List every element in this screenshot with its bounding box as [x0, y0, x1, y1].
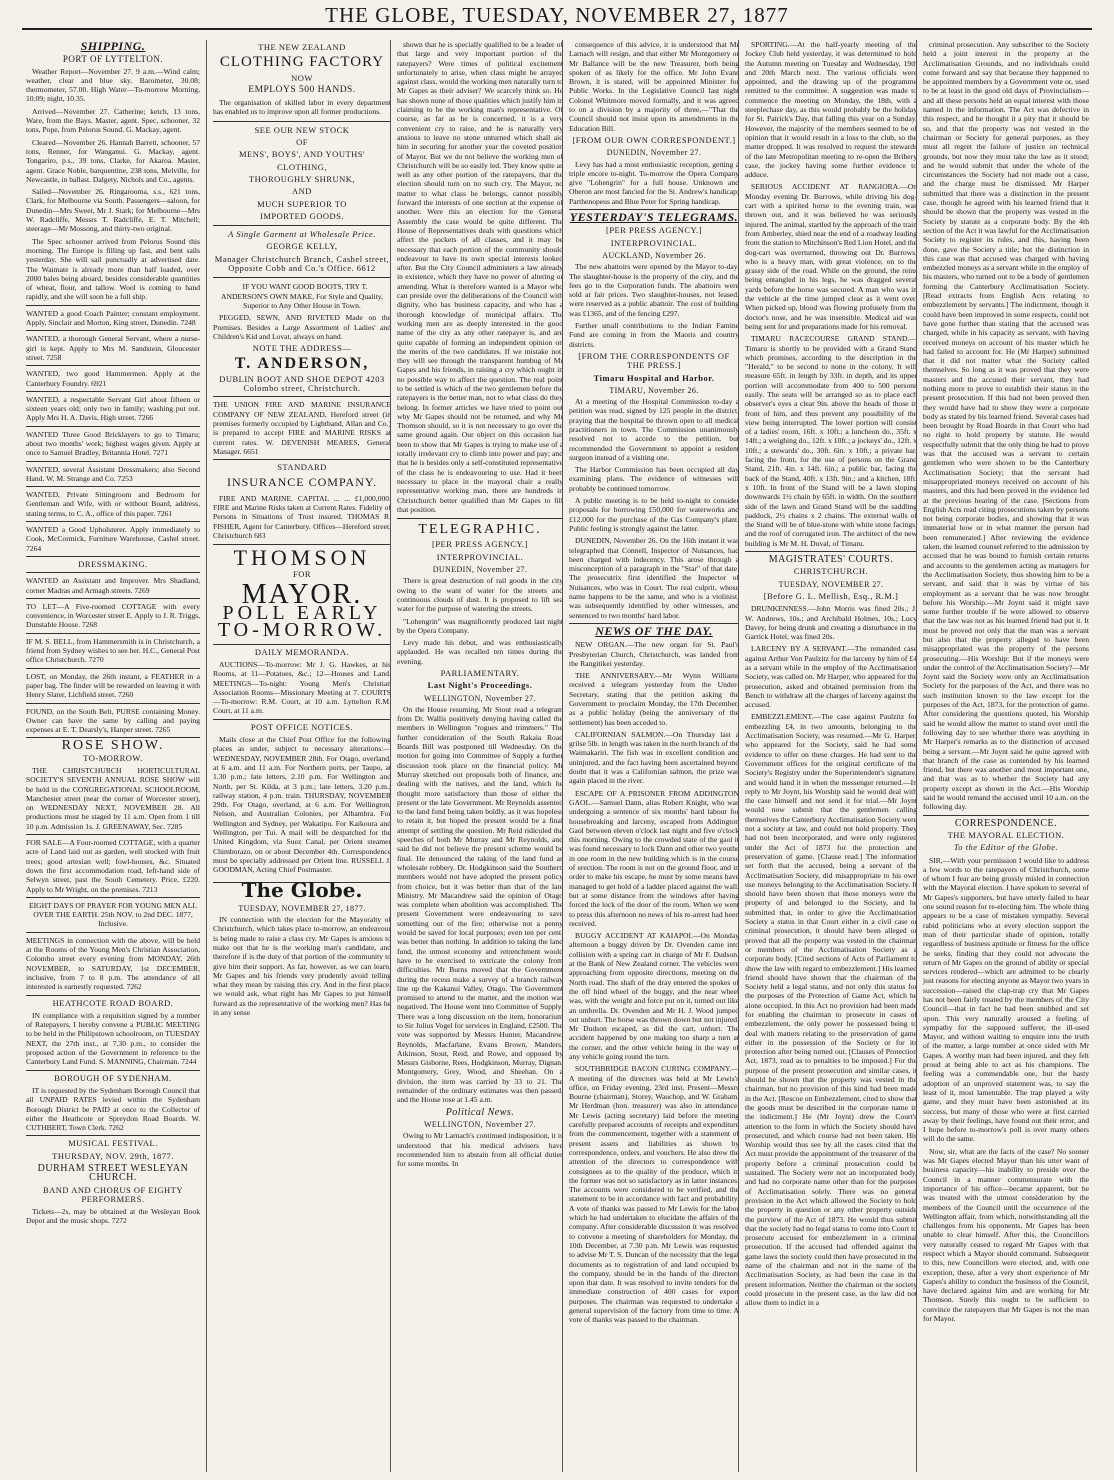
- classified-ad: EIGHT DAYS OF PRAYER FOR YOUNG MEN ALL OVER THE EARTH. 25th NOV. to 2nd DEC. 1877, Inclusive.: [26, 897, 200, 929]
- telegraphic-heading: TELEGRAPHIC.: [418, 522, 542, 538]
- rose-show-title: ROSE SHOW.: [26, 737, 200, 750]
- correspondence-heading: CORRESPONDENCE.: [923, 815, 1089, 828]
- dressmaking-heading: DRESSMAKING.: [26, 556, 200, 569]
- court-para: EMBEZZLEMENT.—The case against Paulzitz for embezzling £4, in two amounts, belonging to the Acclimatisation Society, was resumed.—Mr G. Harper, who appeared for the Society, said he had some evidence to offer on these charges. He had sent to the Government offices for the original certificate of the Society's Registry under the Superintendent's signature, and would hand it in when the messenger returned.—In reply to Mr Joynt, his Worship said he would deal with the case himself and not send it for trial.—Mr Joynt would now submit that the gentlemen calling themselves the Canterbury Acclimatisation Society were not a society at law, and could not hold property. They had not been incorporated, and were only registered under the Act of 1873 for the protection and preservation of game. [Clause read.] The information set forth that the accused, being a servant of the Acclimatisation Society, did misappropriate to his own use moneys belonging to the Acclimatisation Society. It should have been shown that these moneys were the property of and belonged to the Society, and he submitted that, in order to give the Acclimatisation Society a status in that Court either in a civil case or criminal prosecution, it should have been alleged or proved that all the property was vested in the chairman or members of the Acclimatisation Society as a corporate body. [Cited sections of Acts of Parliament to show the law with regard to embezzlement.] His learned friend should have shown that the chairman of the Society held a legal status, and not only this status for the purposes of the Protection of Game Act, which he alone occupied. In this Act no provision had been made for enabling the chairman to prosecute in cases of embezzlement, the only power he possessed being to deal with matters relating to the preservation of game either in the possession of the Society or for its protection after being turned out. [Clauses of Protection Act, 1873, read as to penalties to be imposed.] For the purpose of the present prosecution and similar cases, it should be shown that the property was vested in the chairman, but no provision of this kind had been made in the Act. [Rescoe on Embezzlement, cited to show that the goods must be described in the corporate name in the indictment.] He (Mr Joynt) drew the Court's attention to the form in which the Society should have prosecuted, and which course had not been taken. His Worship would thus see by all the cases cited that the Act must provide the appointment of the treasurer of the property before a criminal prosecution could be sustained. The Society were not an incorporated body, and had no corporate name other than for the purposes of Acclimatisation solely. There was no general provision in the Act which allowed the Society to hold the property in question or any other property outside the purview of the Act of 1873. He would thus submit that the society had no legal status to come into Court to prosecute accused for embezzlement in a criminal prosecution. If the accused had offended against the game laws the society could then have prosecuted in the name of the chairman and not in the name of the Acclimatisation Society, as had been the case in the present information. Neither the chairman or the society could prosecute in the present case, as the law did not allow them to indict in a: [745, 712, 917, 1308]
- timaru-para: At a meeting of the Hospital Commission to-day a petition was read, signed by 125 people in the district, praying that the hospital be thrown open to all medical practitioners in town. The Commission unanimously resolved not to accede to the petition, but recommended the Government to appoint a resident surgeon instead of a visiting one.: [569, 397, 739, 462]
- dateline: DUNEDIN, November 27.: [432, 565, 528, 575]
- heathcote-body: IN compliance with a requisition signed by a number of Ratepayers, I hereby convene a PUBLIC MEETING to be held in the Philipstown schoolroom, on TUESDAY NEXT, the 27th inst., at 7.30 p.m., to consider the proposed action of the Government in reference to the Canterbury Land Fund. S. MANNING, Chairman. 7244: [26, 1010, 200, 1067]
- dateline: WELLINGTON, November 27.: [423, 1119, 537, 1129]
- column-3: [390, 40, 569, 1472]
- to-editor: To the Editor of the Globe.: [953, 842, 1059, 853]
- classified-ad: WANTED Three Good Bricklayers to go to Timaru; about two months' work; highest wages given. Apply at once to Samuel Bradley, Britannia Hotel. 7271: [26, 426, 200, 458]
- christchurch-heading: CHRISTCHURCH.: [793, 566, 869, 577]
- correspondent-para: Levy has had a most enthusiastic reception, getting a triple encore to-night. To-morrow the Opera Company give "Lohengrin" for a full house. Unknown and Oberon are most fancied for the St. Andrew's handicap; Parthenopeus and Blue Peter for Spring handicap.: [569, 159, 739, 206]
- column-6: [916, 40, 1095, 1472]
- news-para: ESCAPE OF A PRISONER FROM ADDINGTON GAOL.—Samuel Dann, alias Robert Knight, who was undergoing a sentence of six months' hard labour for housebreaking and larceny, escaped from Addington Gaol between eleven o'clock last night and five o'clock this morning. Owing to the crowded state of the gaol it was found necessary to lock Dann and other two youths in one room in the new building which is in the course of erection. The room is not on the ground floor, and in order to make his escape, he must by some means have managed to get hold of a ladder placed against the wall, but at some distance from the windows after having forced the lock of the door of the room. When we went to press this afternoon no news of his re-arrest had been received.: [569, 788, 739, 928]
- court-para: criminal prosecution. Any subscriber to the Society held a joint interest in the property at the Acclimatisation Grounds, and no individuals could come forward and say that because they happened to be appointed members by a Government vote or, used to be at least in the good old days of Provincialism—and all these persons held an equal interest with those named in the information. The Act was defective in this respect, and he thought it a pity that it should be so, and that the property was not vested in the chairman or Society for general purposes, as they must all regret the failure of justice on technical grounds, but now they must take the law as it stood; and he would submit that under the whole of the circumstances the Society had not made out a case, and the charge must be dismissed. Mr Harper submitted that there was a distinction in the present case, though he agreed with his learned friend that it should be shown that the property was vested in the Society by statute as a corporate body. By the 4th section of the Act it was lawful for the Acclimatisation Society to register its rules, and this, having been done, gave the Society a title; but the distinction in this case was that accused was charged with having embezzled moneys as a servant while in the employ of his masters, who turned out to be a body of gentlemen forming the Canterbury Acclimatisation Society. [Read extracts from English Acts relating to embezzlement by servants.] The indictment, though it could have been improved in some respects, could not have gone further than stating that the accused was charged, while in his capacity as servant, with having received moneys on account of his master which he had failed to account for. He (Mr Harper) submitted that it did not matter what the Society called themselves. So long as it was proved that they were masters and the accused their servant, they had nothing more to prove to establish their status in the present prosecution. If this had not been proved then they would have had to show they were a corporate body as stated by his learned friend. Several cases had been brought by Road Boards in that Court who had no right to hold property by statute. He would respectfully submit that the only thing he had to prove was that the accused was a servant to certain gentlemen who were shown to be the Canterbury Acclimatisation Society; that the servant had misappropriated moneys received on account of his masters, and this had been proved in the evidence led at the previous hearing of the case. [Sections from English Acts read citing prosecutions taken by persons not being corporate bodies, and showing that it was immaterial how or in what manner the person had been remunerated.] After reviewing the evidence taken, the learned counsel referred to the admission by accused that he was bound to furnish certain returns and accounts to the gentlemen acting as managers for the Acclimatisation Society, thus showing him to be a servant, and said that it was by virtue of his employment as a servant that he was now brought before his Worship.—Mr Joynt said it might save some further trouble if he were allowed to observe that the law was not as his learned friend had put it. It must be proved not only that the man was a servant but also that the property alleged to have been misappropriated was the property of the persons prosecuting.—His Worship: But if the moneys were under the control of the Acclimatisation Society?—Mr Joynt said the Society were only an Acclimatisation Society for the purposes of the Act, and there was no such institution known to the law except for the purposes of the Act, 1873, for the protection of game. After considering the questions quoted, his Worship said he would allow the matter to stand over until the following day to see whether there was anything in Mr Harper's remarks as to the distinction of accused being a servant.—Mr Joynt said he quite agreed with that branch of the case as contended by his learned friend, but there was another and most important one, and that was as to whether the Society had any property except as shown in the Act.—His Worship said he would remand the accused until 10 a.m. on the following day.: [923, 40, 1089, 812]
- divider: [213, 277, 391, 278]
- shipping-para: Sailed—November 26. Ringarooma, s.s., 621 tons, Clark, for Melbourne via South. Passengers—saloon, for Dunedin—Mrs Sweet, Mr J. Stark; for Melbourne—Mrs W. Radcliffe, Messrs T. Radcliffe, E. T. Mitchell; steerage—Mr Mossong, and thirty-two original.: [26, 187, 200, 234]
- news-para: CALIFORNIAN SALMON.—On Thursday last a grilse 5lb. in length was taken in the north branch of the Waimakariri. The fish was in excellent condition and uninjured, and the fact having been ascertained beyond doubt that it was a Californian salmon, the prize was again placed in the river.: [569, 729, 739, 786]
- durham-church: DURHAM STREET WESLEYAN CHURCH.: [37, 1162, 189, 1184]
- boots-intro: IF YOU WANT GOOD BOOTS, TRY T. ANDERSON'S OWN MAKE, For Style and Quality, Superior to Any Other House in Town.: [220, 282, 384, 310]
- telegraph-para: consequence of this advice, it is understood that Mr Larnach will resign, and that either Mr Montgomery or Mr Ballance will be the new Treasurer, both being spoken of as likely for the office. Mr John Evans Brown, it is stated, will be appointed Minister for Public Works. In the Legislative Council last night Colonel Whitmore moved formally, and it was agreed to on a division by a majority of three,—"That the Council should not insist upon its amendments in the Education Bill.: [569, 40, 739, 133]
- news-para: THE ANNIVERSARY.—Mr Wynn Williams received a telegram yesterday from the Under-Secretary, stating that the petition asking the Government to proclaim Monday, the 17th December, as a public holiday (being the anniversary of the settlement) has been acceded to.: [569, 671, 739, 727]
- anderson-name: T. ANDERSON,: [234, 355, 370, 373]
- divider: [213, 121, 391, 122]
- stock-line: MUCH SUPERIOR TO: [257, 198, 347, 209]
- memoranda-heading: DAILY MEMORANDA.: [213, 644, 391, 657]
- classified-ad: MEETINGS in connection with the above, will be held at the Rooms of the Young Men's Christian Association, Colombo street every evening from MONDAY, 26th NOVEMBER, to SATURDAY, 1st DECEMBER, inclusive, from 7 to 8 p.m. The attendance of all interested is earnestly requested. 7262: [26, 932, 200, 992]
- classified-ad: WANTED, a thorough General Servant, where a nurse-girl is kept. Apply to Mrs M. Sandstein, Gloucester street. 7258: [26, 330, 200, 362]
- shipping-para: Weather Report—November 27. 9 a.m.—Wind calm; weather, clear and blue sky. Barometer, 30.08; thermometer, 57.00. High Water—To-morrow Morning, 10.09; night, 10.35.: [26, 66, 200, 104]
- classified-ad: WANTED, several Assistant Dressmakers; also Second Hand. W. M. Strange and Co. 7253: [26, 461, 200, 484]
- sydenham-heading: BOROUGH OF SYDENHAM.: [26, 1070, 200, 1083]
- telegram-para: Further small contributions to the Indian Famine Fund are coming in from the Maoris and country districts.: [569, 321, 739, 349]
- political-heading: Political News.: [445, 1106, 515, 1118]
- classified-ad: FOR SALE—A Four-roomed COTTAGE, with a quarter acre of Land laid out as garden, well stocked with fruit trees; good artesian well; fowl-houses, &c. Situated down the first accommodation road, left-hand side of Selwyn street, past the South Cemetery. Price, £220. Apply to Mr Wright, on the premises. 7213: [26, 834, 200, 894]
- for-label: FOR: [292, 569, 312, 580]
- masthead-rule: [22, 28, 1092, 30]
- musical-heading: MUSICAL FESTIVAL.: [26, 1135, 200, 1148]
- post-office-body: Mails close at the Chief Post Office for the following places as under, subject to necessary alterations:—WEDNESDAY, NOVEMBER 28th. For Otago, overland, at 6 a.m. and 11 a.m. For Northern ports, per Taupo, at 1.30 p.m.; late letters, 2.10 p.m. For Wellington and North, per St. Kilda, at 3 p.m.; late letters, 3.20 p.m.; railway station, 4 p.m. train. THURSDAY, NOVEMBER 29th. For Otago, overland, at 6 a.m. For Wellington, Nelson, and Australian Colonies, per Albambra. For Wellington and Sydney, per Wakatipu. For Kaikoura and Wellington, per Tui. A mail will be despatched for the United Kingdom, via Suez Canal, per Orient steamer Chimborazo, on or about December 4th. Correspondence must be specially addressed per Orient line. RUSSELL J. GOODMAN, Acting Chief Postmaster.: [213, 735, 391, 875]
- band-chorus: BAND AND CHORUS OF EIGHTY PERFORMERS.: [42, 1184, 183, 1204]
- correspondent-label: [FROM OUR OWN CORRESPONDENT.]: [572, 134, 736, 145]
- telegraph-para: There is great destruction of rail goods in the city owing to the want of water for the streets and continuous clouds of dust. It is proposed to lift sea water for the purpose of watering the streets.: [397, 576, 563, 614]
- press-agency: [PER PRESS AGENCY.]: [431, 539, 529, 550]
- letter-para: SIR,—With your permission I would like to address a few words to the ratepayers of Christchurch, some of whom I fear are being grossly misled in connection with the Mayoral election. I have spoken to several of Mr Gapes's supporters, but have utterly failed to hear one sound reason for re-electing him. The whole thing appears to be a case of mistaken sympathy. Several rabid politicians who at every election support the man of their particular shade of opinion, totally regardless of business aptitude or fitness for the office he seeks, finding that they could not advocate the return of Mr Gapes on the ground of ability or special services rendered—which are admitted to be clearly just reasons for electing anyone as Mayor two years in succession—raised the clap-trap cry that Mr Gapes has not been fairly treated by the members of the City Council—that in fact he had been snubbed and set upon. This very naturally aroused a feeling of sympathy for the supposed sufferer, the ill-used Mayor, and without waiting to enquire into the truth of the matter, a large number at once sided with Mr Gapes. A worthy man had been injured, and they felt proud at being able to act as his champions. The feeling was a commendable one, but the hasty adoption of an unproved statement was, to say the least of it, most lamentable. The trap played a wily game, and they must have been astonished at its success, but many of those who were at first carried away by their feelings, have found out their error, and I hope before to-morrow's poll is over many others will do the same.: [923, 855, 1089, 1144]
- masthead: [0, 0, 1114, 34]
- classified-ad: WANTED, Private Sittingroom and Bedroom for Gentleman and Wife, with or without Board, address, stating terms, to C. A., office of this paper. 7261: [26, 486, 200, 518]
- letter-para: Now, sir, what are the facts of the case? No sooner was Mr Gapes elected Mayor than his utter want of business capacity—his inability to preside over the Council in a manner commensurate with the importance of his office—became apparent, but he was treated with the utmost consideration by the members of the Council until the occurrence of the Wellington affair, from which, notwithstanding all the challenges from his opponents, Mr Gapes has been unable to clear himself. After this, the Councillors very naturally ceased to regard Mr Gapes with that respect which a Mayor should command. Subsequent to this, new Councillors were elected, and, with one exception, these, after a very short experience of Mr Gapes's ability to conduct the business of the Council, have declared against him and are working for Mr Thomson. Surely this ought to be sufficient to convince the ratepayers that Mr Gapes is not the man for Mayor.: [923, 1146, 1089, 1324]
- union-insurance: THE UNION FIRE AND MARINE INSURANCE COMPANY OF NEW ZEALAND, Hereford street (in premises formerly occupied by Lightband, Allan and Co.) is prepared to accept FIRE and MARINE RISKS at current rates. W. DEVENISH MEARES, General Manager. 6651: [213, 396, 391, 456]
- clothing-now: NOW: [291, 72, 313, 83]
- timaru-heading: Timaru Hospital and Harbor.: [593, 372, 715, 383]
- stock-line: CLOTHING,: [276, 161, 328, 172]
- classified-ad: WANTED an Assistant and Improver. Mrs Shadland, corner Madras and Armagh streets. 7269: [26, 572, 200, 595]
- thomson-name: THOMSON: [233, 545, 371, 571]
- clothing-the: THE NEW ZEALAND: [258, 42, 346, 52]
- press-correspondents: [FROM THE CORRESPONDENTS OF THE PRESS.]: [578, 350, 730, 371]
- poll-tomorrow: TO-MORROW.: [217, 619, 387, 642]
- telegraph-para: "Lohengrin" was magnificently produced last night by the Opera Company.: [397, 616, 563, 635]
- column-1: [26, 40, 206, 1472]
- shipping-para: The Spec schooner arrived from Pelorus Sound this morning. The Europe is filling up fast, and bent sails yesterday. She will sail punctually at advertised date. The Waimate is already more than half loaded, over 2000 bales being aboard, besides considerable quantities of wheat, flour, and tallow. Wool is coming to hand rapidly, and she will soon be a full ship.: [26, 236, 200, 302]
- editorial-para: IN connection with the election for the Mayoralty of Christchurch, which takes place to-morrow, an endeavour is being made to raise a class cry. Mr Gapes is anxious to make out that he is the working man's candidate, and therefore if is the duty of that portion of the community to give him their support. As far, however, as we can learn, Mr Gapes and his friends very prudently avoid telling what they mean by raising this cry. And in the first place, we would ask, what right has Mr Gapes to put himself forward as the representative of the working men? Has he in any sense: [213, 915, 391, 1018]
- dateline: TIMARU, November 26.: [609, 385, 699, 395]
- column-5: [738, 40, 923, 1472]
- shipping-heading: SHIPPING.: [80, 40, 146, 53]
- parliamentary-sub: Last Night's Proceedings.: [427, 680, 533, 691]
- classified-ad: WANTED a Good Upholsterer. Apply immediately to Cook, McCormick, Furniture Warehouse, Cashel street. 7264: [26, 521, 200, 553]
- classified-ad: WANTED, a respectable Servant Girl about fifteen or sixteen years old; only two in family; washing put out. Apply Mrs H. A. Davis, High street. 7266: [26, 391, 200, 423]
- mayor-label: MAYOR.: [241, 578, 363, 610]
- dateline: AUCKLAND, November 26.: [602, 250, 706, 260]
- post-office-heading: POST OFFICE NOTICES.: [213, 719, 391, 732]
- news-para: BUGGY ACCIDENT AT KAIAPOI.—On Monday afternoon a buggy driven by Dr. Ovenden came into collision with a spring cart in charge of Mr F. Dudson, at the Bank of New Zealand corner. The vehicles were approaching from opposite directions, meeting on the North road. The shaft of the dray entered the spokes of the off hind wheel of the buggy, and the near wheel was, with the weight and force put on it, turned out like an umbrella. Dr. Ovenden and Mr H. J. Wood jumped out unhurt. The horse was thrown down but not injured. Mr Dudson escaped, as did the cart, unhurt. The accident happened by one making too sharp a turn at the corner, and the other vehicle being in the way of any vehicle going round the turn.: [569, 931, 739, 1061]
- stock-line: OF: [296, 137, 308, 148]
- parliamentary-heading: PARLIAMENTARY.: [440, 668, 520, 678]
- boots-note: NOTE THE ADDRESS—: [252, 343, 352, 354]
- interprovincial: INTERPROVINCIAL.: [610, 237, 698, 248]
- timaru-para: The Harbor Commission has been occupied all day examining plans. The evidence of witnesses will probably be continued tomorrow.: [569, 465, 739, 493]
- telegram-para: The new abattoirs were opened by the Mayor to-day. The slaughter-house is the property of the city, and the fees go to the Corporation funds. The abattoirs were sold at fair prices. Two slaughter-houses, not leased, were reserved as a public abattoir. The cost of building was £1365, and of the fencing £297.: [569, 262, 739, 318]
- wholesale-line: A Single Garment at Wholesale Price.: [228, 229, 376, 240]
- globe-date: TUESDAY, NOVEMBER 27, 1877.: [238, 903, 366, 913]
- clothing-factory-title: CLOTHING FACTORY: [219, 54, 385, 71]
- standard-body: FIRE AND MARINE. CAPITAL ... ... £1,000,000. FIRE and Marine Risks taken at Current Rates. Fidelity of Persons in Situations of Trust insured. THOMAS R. FISHER, Agent for Canterbury. Offices—Hereford street, Christchurch 683: [213, 493, 391, 540]
- court-para: DRUNKENNESS.—John Morris was fined 20s.; J. W. Andrews, 10s.; and Archibald Holmes, 10s.; Lucy Davey, for being drunk and creating a disturbance in the Garrick Hotel, was fined 20s.: [745, 604, 917, 642]
- standard-insurance: INSURANCE COMPANY.: [226, 475, 378, 490]
- clothing-body: The organisation of skilled labor in every department has enabled us to improve upon all former productions.: [213, 98, 391, 117]
- anderson-sub: DUBLIN BOOT AND SHOE DEPOT 4203 Colombo street, Christchurch.: [219, 373, 385, 394]
- rose-show-body: THE CHRISTCHURCH HORTICULTURAL SOCIETY'S SEVENTH ANNUAL ROSE SHOW will be held in the CONGREGATIONAL SCHOOLROOM, Manchester street (near the corner of Worcester street), on WEDNESDAY NEXT, NOVEMBER 28. All productions must be staged by 11 a.m. Open from 1 till 10 p.m. Admission 1s. J. GREENAWAY, Sec. 7285: [26, 766, 200, 831]
- yesterdays-telegrams-heading: YESTERDAY'S TELEGRAMS.: [569, 210, 739, 225]
- newspaper-title: THE GLOBE, TUESDAY, NOVEMBER 27, 1877: [325, 3, 789, 27]
- port-heading: PORT OF LYTTELTON.: [62, 54, 164, 65]
- classified-ad: WANTED a good Coach Painter; constant employment. Apply, Sinclair and Morton, King street, Dunedin. 7248: [26, 305, 200, 328]
- editorial-para: shown that he is specially qualified to be a leader of that large and very important portion of the ratepayers? Were times of political excitement unfortunately to arise, when class might be arrayed against class, would the working men naturally turn to Mr Gapes as their adviser? We scarcely think so. He has shown none of those qualities which justify him in claiming to be the working man's representative. Of course, as far as he is concerned, it is a very convenient cry to raise, and he is naturally very anxious to leave no stone unturned which shall aid him in securing for another year the coveted position of Mayor. But we do not believe the working men of Christchurch will be so easily led. They know quite as well as any other portion of the ratepayers, that the election should turn on no such cry. The Mayor, no matter to what class he belongs, cannot possibly forward the interests of one section at the expense of another. Were this an election for the General Assembly the case would be quite different. The House of Representatives deals with questions which affect the pockets of all classes, and it may be necessary that each portion of the community should endeavour to have its own special interests looked after. But the City Council administers a law already in existence, which they have no power of altering or amending. What is therefore wanted is a Mayor who can preside over the deliberations of the Council with dignity, who has business capacity, and who has a thorough knowledge of municipal affairs. The working men are as deeply interested in the good name of the city as any other ratepayer is, and are quite capable of forming an independent opinion on the merits of the two candidates. If we mistake not, they will see through the transparent humbug of Mr Gapes and his friends, in raising a cry which ought in no possible way to affect the question. The real point to be settled is which of the two gentlemen before the ratepayers is the better man, not to what class do they belong. In former articles we have tried to point out why Mr Gapes should not be returned, and why Mr Thomson should, so it is not necessary to go over the same ground again. Our object on this occasion has been to show that Mr Gapes is trying to make use of a totally irrelevant cry to climb into power and pay; and that he is besides only a self-constituted representative of the class he is endeavouring to use. Had it been necessary to place in the mayoral chair a really representative working man, there are hundreds in Christchurch better qualified than Mr Gapes to fill that position.: [397, 40, 563, 514]
- dateline: DUNEDIN, November 27.: [606, 148, 702, 158]
- news-para: SERIOUS ACCIDENT AT RANGIORA.—On Monday evening Dr. Burrows, while driving his dog-cart with a spirited horse to the evening train, was thrown out, and it was believed he was seriously injured. The animal, startled by the approach of the train from Amberley, shied near the end of a roadway leading from the station to Mitchinson's Red Lion Hotel, and the dog-cart was overturned, throwing out Dr. Burrows, who is a heavy man, with great violence, on to the grassy side of the road. While on the ground, the reins being entangled in his legs, he was dragged several yards before the horse was secured. A man who was in the vehicle at the time jumped clear as it went over. When picked up, blood was flowing profusely from the doctor's nose, and he was insensible. Medical aid was being sent for and preparations made for his removal.: [745, 182, 917, 331]
- press-agency: [PER PRESS AGENCY.]: [605, 225, 703, 236]
- stock-line: MENS', BOYS', AND YOUTHS': [238, 149, 366, 160]
- stock-line: THOROUGHLY SHRUNK,: [248, 173, 356, 184]
- kelly-role: Manager Christchurch Branch, Cashel street, Opposite Cobb and Co.'s Office. 6612: [214, 253, 390, 274]
- timaru-para: DUNEDIN, November 26. On the 16th instant it was telegraphed that Connell, Inspector of Nuisances, had been charged with indecency. This arose through a misconception of a paragraph in the "Star" of that date. The prosecutrix first identified the Inspector of Nuisances, who was in Court. The real culprit, whose name happens to be the same, and who is a violinist, was subsequently identified by other witnesses, and sentenced to two months' hard labor.: [569, 536, 739, 620]
- magistrates-heading: MAGISTRATES' COURTS.: [745, 551, 917, 564]
- political-para: Owing to Mr Larnach's continued indisposition, it is understood that his medical advisers have recommended him to abstain from all official duties for some months. In: [397, 1131, 563, 1169]
- stock-line: IMPORTED GOODS.: [260, 210, 344, 221]
- kelly-name: GEORGE KELLY,: [266, 241, 338, 252]
- column-4: [562, 40, 745, 1472]
- memoranda-body: AUCTIONS—To-morrow: Mr J. G. Hawkes, at his Rooms, at 11—Potatoes, &c.; 12—Houses and Land. MEETINGS—To-night: Young Men's Christian Association Rooms—Missionary Meeting at 7. COURTS—To-morrow: R.M. Court, at 10 a.m. Lyttelton R.M. Court, at 11 a.m.: [213, 659, 391, 716]
- news-para: NEW ORGAN.—The new organ for St. Paul's Presbyterian Church, Christchurch, was landed from the Rangitikei yesterday.: [569, 640, 739, 668]
- news-para: SPORTING.—At the half-yearly meeting of the Jockey Club held yesterday, it was determined to hold the Autumn meeting on Tuesday and Wednesday, 19th and 20th March next. The various officials were appointed, and the drawing up of the programme remitted to the committee. A suggestion was made to commence the meeting on Monday, the 18th, with a steeplechase day, as this would probably be the holiday for St. Patrick's Day, that falling this year on a Sunday. However, the majority of the members seemed to be of opinion that it would result in a loss to the club, so the matter dropped. It was resolved to request the stewards of the late Metropolitan meeting to re-open the Bribery case, the jockey having some further evidence to adduce.: [745, 40, 917, 180]
- poll-early: POLL EARLY: [222, 602, 382, 625]
- divider: [213, 225, 391, 226]
- parliamentary-para: On the House resuming, Mr Stout read a telegram from Dr. Wallis positively denying having called the members in Wellington "rogues and trimmers." The further consideration of the South Rakaia Road Boards Bill was postponed till Wednesday. On the motion for going into Committee of Supply a further discussion took place on the financial policy. Mr Murray sketched out proposals both of finance, and dealing with the natives, and the land, which he thought more satisfactory than those of either the present or the late Government. Mr Reynolds assented to the land fund being taken boldly, as it was hopeless to retain it, but hoped the present would be a final attempt of settling the question. Mr Reid ridiculed the speeches of both Mr Murray and Mr Reynolds, and said he did not believe the present scheme would be final. He denounced the taking of the land fund as wholesale robbery. Dr. Hodgkinson said the Southern members would not have adopted the present policy from choice, but it was better than that of the late Ministry. Mr Macandrew said the opinion of Otago was complete when abolition was accomplished. The present Government were endeavouring to save something out of the fire; otherwise not a penny would be saved for local purposes; even ten per cent. was better than nothing. In addition to taking the land fund, the utmost economy and retrenchment would have to be exercised to extricate the colony from difficulties. Mr Burns moved that the Government during the recess make a survey of a branch railway line up the Kakanui Valley, Otago. The Government promised to attend to the matter, and the motion was negatived. The House went into Committee of Supply. There was a long discussion on the item, honorarium to Sir Julius Vogel for services in England, £2500. The vote was supported by Messrs Hunter, Macandrew, Reynolds, Macfarlane, Evans Brown, Manders, Atkinson, Stout, Reid, and Rowe, and opposed by Messrs Gisborne, Rees, Hodgkinson, Murray, Dignan, Montgomery, Grey, Wood, and Sheehan. On a division, the item was carried by 33 to 21. The remainder of the ordinary estimates was then passed, and the House rose at 1.45 a.m.: [397, 704, 563, 1105]
- globe-masthead: The Globe.: [213, 882, 391, 895]
- classified-ad: FOUND, on the South Belt, PURSE containing Money. Owner can have the same by calling and paying expenses at E. T. Dearsly's, Hanper street. 7265: [26, 703, 200, 735]
- boots-pegged: PEGGED, SEWN, AND RIVETED Made on the Premises. Besides a Large Assortment of Ladies' and Children's Kid and Lovat, always on hand.: [213, 313, 391, 341]
- rose-show-subtitle: TO-MORROW.: [83, 752, 143, 763]
- heathcote-heading: HEATHCOTE ROAD BOARD.: [26, 995, 200, 1008]
- dateline: WELLINGTON, November 27.: [423, 693, 537, 703]
- shipping-para: Arrived—November 27. Catherine; ketch, 13 tons, Ware, from the Bays. Master, agent. Spec, schooner, 32 tons, Pope, from Pelorus Sound. G. Mackay, agent.: [26, 106, 200, 135]
- standard-label: STANDARD: [213, 459, 391, 472]
- musical-date: THURSDAY, NOV. 29th, 1877.: [52, 1150, 174, 1161]
- news-para: TIMARU RACECOURSE GRAND STAND.—Timaru is shortly to be provided with a Grand Stand which promises, according to the description in the "Herald," to be second to none in the colony. It will measure 65ft. in length by 33ft. in depth, and its upper portion will accommodate from 400 to 500 persons easily. The seats will be arranged so as to place each observer's eyes a clear 9in. above the heads of those in front of him, and thus prevent any possibility of the view being interrupted. The lower portion will consist of a ladies' room, 16ft. x 10ft.; a luncheon do., 35ft. x 14ft.; a weighing do., 12ft. x 10ft.; a jockeys' do., 12ft. x 10ft.; a stewards' do., 30ft. 6in. x 10ft.; a private bar, facing the front, for the use of persons on the Grand Stand, 21ft. 4in. x 14ft. 6in.; a public bar, facing the back of the Stand, 40ft. x 13ft. 9in.; and a kitchen, 18ft. x 10ft. In front of the Stand will be a lawn sloping downwards 1½ chain by 65ft. in width. On the southern side of the lawn and Grand Stand will be the saddling paddock, 2½ chains x 2 chains. The external walls of the Stand will be of blue-stone with white stone facings, and the roof of corrugated iron. The architect of the new building is Mr M. H. Duval, of Timaru.: [745, 334, 917, 548]
- timaru-para: A public meeting is to be held to-night to consider proposals for borrowing £50,000 for waterworks and £12,000 for the purchase of the Gas Company's plant. Public feeling is strongly against the latter.: [569, 496, 739, 533]
- column-2: [206, 40, 397, 1472]
- classified-ad: LOST, on Monday, the 26th instant, a FEATHER in a paper bag. The finder will be rewarded on leaving it with Henry Slater, Lichfield street. 7260: [26, 668, 200, 700]
- stock-line: AND: [292, 186, 312, 197]
- shipping-para: Cleared—November 26. Hannah Barrett, schooner, 57 tons, Renner, for Wanganui. G. Mackay, agent. Tongariro, p.s., 39 tons, Clarke, for Akaroa. Master, agent. Grace Noble, barquentine, 238 tons, Melville, for Newcastle, in ballast. Dalgety, Nichols and Co., agents.: [26, 137, 200, 184]
- stock-line: SEE OUR NEW STOCK: [254, 124, 350, 135]
- news-of-the-day-heading: NEWS OF THE DAY.: [569, 623, 739, 636]
- divider: [397, 518, 563, 519]
- classified-ad: IF M. S. BELL, from Hammersmith is in Christchurch, a friend from Sydney wishes to see her. H.C., General Post office Christchurch. 7270: [26, 633, 200, 665]
- court-date: TUESDAY, NOVEMBER 27.: [778, 579, 884, 589]
- court-before: [Before G. L. Mellish, Esq., R.M.]: [763, 590, 899, 601]
- clothing-hands: EMPLOYS 500 HANDS.: [248, 84, 356, 95]
- mayoral-election-heading: THE MAYORAL ELECTION.: [947, 829, 1065, 840]
- tickets-text: Tickets—2s, may be obtained at the Wesleyan Book Depot and the music shops. 7272: [26, 1207, 200, 1226]
- sydenham-body: IT is requested by the Sydenham Borough Council that all UNPAID RATES levied within the Sydenham Borough District be PAID at once to the Collector of either the Heathcote or Spreydon Road Boards. W. CUTHBERT, Town Clerk. 7262: [26, 1085, 200, 1133]
- classified-ad: TO LET—A Five-roomed COTTAGE with every convenience, in Worcester street E. Apply to J. R. Triggs, Dunstable House. 7268: [26, 598, 200, 630]
- classified-ad: WANTED, two good Hammermen. Apply at the Canterbury Foundry. 6921: [26, 365, 200, 388]
- court-para: LARCENY BY A SERVANT.—The remanded case against Arthur Von Paulzitz for the larceny by him of £4 as a servant while in the employ of the Acclimatisation Society, was called on. Mr Harper, who appeared for the prosecution, asked and obtained permission from the Bench to withdraw all the charges of larceny against the accused.: [745, 644, 917, 710]
- interprovincial: INTERPROVINCIAL.: [436, 551, 524, 562]
- telegraph-para: Levy made his debut, and was enthusiastically applauded. He was recalled ten times during the evening.: [397, 638, 563, 666]
- news-para: SOUTHBRIDGE BACON CURING COMPANY.—A meeting of the directors was held at Mr Lewis's office, on Friday evening, 23rd inst. Present—Messrs Bourne (chairman), Storey, Wauchop, and W. Graham. Mr Herdman (hon. treasurer) was also in attendance. Mr Lewis (acting secretary) laid before the meeting carefully prepared accounts of receipts and expenditure from the commencement, together with a statement of present assets and liabilities as shown by correspondence, orders, and vouchers. He also drew the attention of the directors to correspondence with consignees as to the quality of the produce, which in the former was not so satisfactory as in latter instances. The accounts were considered to be verified, and the statement to be in accordance with fact and probability. A vote of thanks was passed to Mr Lewis for the labor which he had undertaken to elucidate the affairs of the company. After considerable discussion it was resolved to convene a meeting of shareholders for Monday, the 10th December, at 7.30 p.m. Mr Lewis was requested to advise Mr T. S. Duncan of the necessity that the legal documents as to registration of and land occupied by the company, should be in the hands of the directors upon that date. It was resolved to invite tenders for the immediate construction of 400 cases for export purposes. The chairman was requested to undertake a general supervision of the factory from time to time. A vote of thanks was passed to the chairman.: [569, 1064, 739, 1325]
